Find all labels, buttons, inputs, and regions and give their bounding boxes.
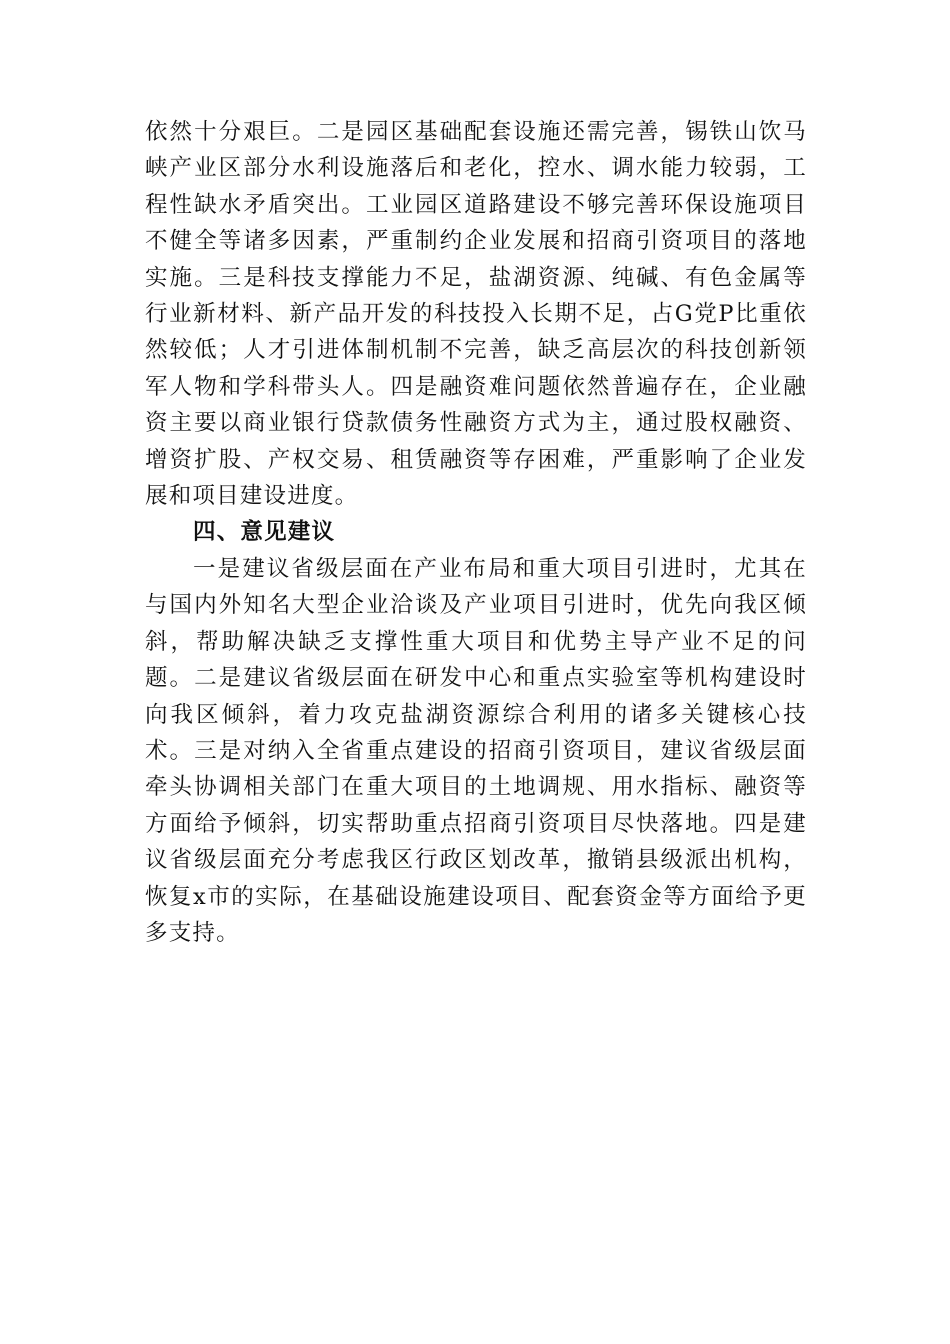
section-heading: 四、意见建议 xyxy=(193,519,336,546)
body-paragraph-continued: 依然十分艰巨。二是园区基础配套设施还需完善，锡铁山饮马峡产业区部分水利设施落后和老化，控水、调水能力较弱，工程性缺水矛盾突出。工业园区道路建设不够完善环保设施项目不健全等诸多因素，严重制约企业发展和招商引资项目的落地实施。三是科技支撑能力不足，盐湖资源、纯碱、有色金属等行业新材料、新产品开发的科技投入长期不足，占G党P比重依然较低；人才引进体制机制不完善，缺乏高层次的科技创新领军人物和学科带头人。四是融资难问题依然普遍存在，企业融资主要以商业银行贷款债务性融资方式为主，通过股权融资、增资扩股、产权交易、租赁融资等存困难，严重影响了企业发展和项目建设进度。 xyxy=(145,119,807,510)
document-body xyxy=(145,114,807,951)
body-paragraph-suggestions: 一是建议省级层面在产业布局和重大项目引进时，尤其在与国内外知名大型企业洽谈及产业项目引进时，优先向我区倾斜，帮助解决缺乏支撑性重大项目和优势主导产业不足的问题。二是建议省级层面在研发中心和重点实验室等机构建设时向我区倾斜，着力攻克盐湖资源综合利用的诸多关键核心技术。三是对纳入全省重点建设的招商引资项目，建议省级层面牵头协调相关部门在重大项目的土地调规、用水指标、融资等方面给予倾斜，切实帮助重点招商引资项目尽快落地。四是建议省级层面充分考虑我区行政区划改革，撤销县级派出机构，恢复x市的实际，在基础设施建设项目、配套资金等方面给予更多支持。 xyxy=(145,555,807,946)
